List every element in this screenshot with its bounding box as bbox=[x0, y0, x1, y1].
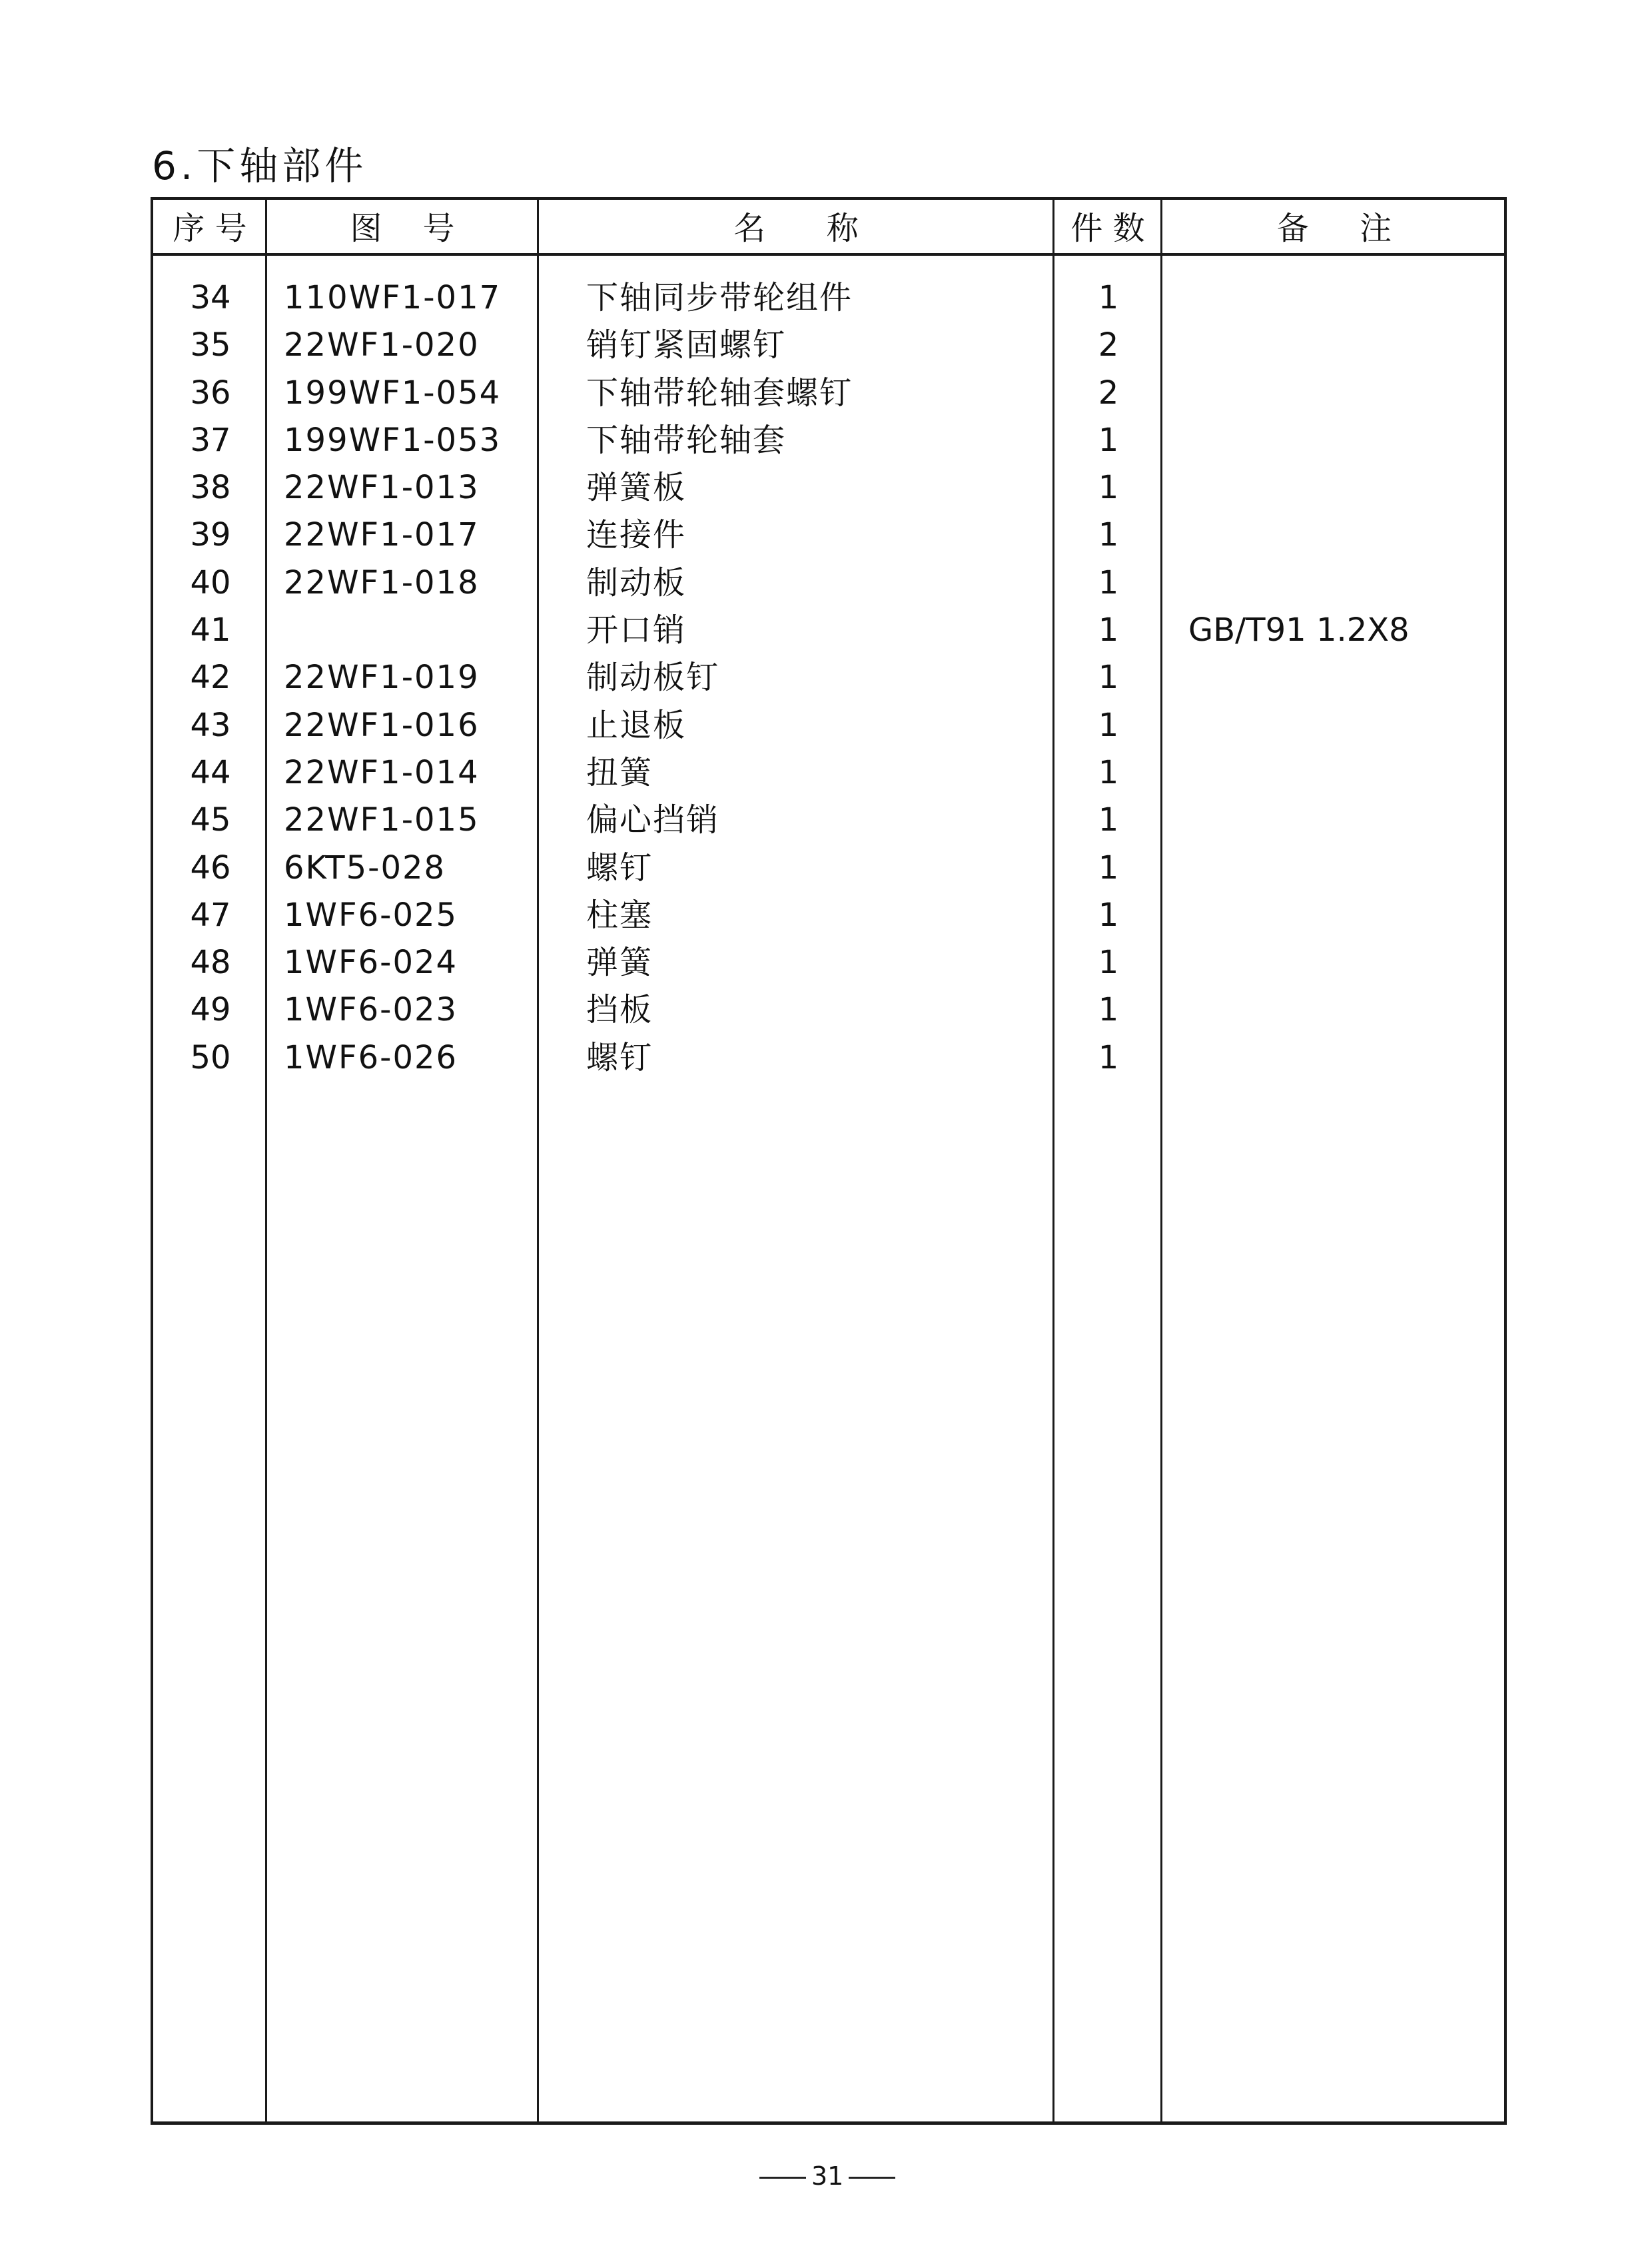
cell-quantity: 2 bbox=[1098, 326, 1119, 364]
cell-name: 螺钉 bbox=[586, 849, 653, 887]
cell-drawing-number: 22WF1-019 bbox=[284, 659, 480, 697]
cell-quantity: 1 bbox=[1098, 944, 1119, 982]
cell-quantity: 1 bbox=[1098, 896, 1119, 934]
cell-note bbox=[1188, 274, 1501, 322]
cell-drawing-number: 1WF6-025 bbox=[284, 896, 458, 934]
cell-note bbox=[1188, 939, 1501, 986]
cell-name: 开口销 bbox=[586, 611, 687, 649]
cell-seq: 40 bbox=[190, 563, 231, 601]
cell-note bbox=[1188, 417, 1501, 464]
cell-name: 制动板 bbox=[586, 563, 687, 601]
cell-note bbox=[1188, 464, 1501, 512]
cell-quantity: 1 bbox=[1098, 279, 1119, 316]
cell-name: 下轴带轮轴套 bbox=[586, 421, 787, 459]
header-note: 备 注 bbox=[1276, 210, 1392, 247]
page-number-footer bbox=[759, 2161, 893, 2191]
table-row bbox=[153, 512, 1504, 559]
cell-quantity: 1 bbox=[1098, 421, 1119, 459]
cell-quantity: 1 bbox=[1098, 611, 1119, 649]
cell-seq: 36 bbox=[190, 374, 231, 412]
page-number-dash bbox=[759, 2177, 806, 2179]
page-number-dash bbox=[849, 2177, 895, 2179]
cell-name: 下轴同步带轮组件 bbox=[586, 279, 853, 316]
cell-seq: 49 bbox=[190, 991, 231, 1029]
table-body bbox=[153, 274, 1504, 1082]
cell-note bbox=[1188, 892, 1501, 939]
cell-drawing-number: 110WF1-017 bbox=[284, 279, 502, 316]
cell-seq: 41 bbox=[190, 611, 231, 649]
cell-quantity: 1 bbox=[1098, 849, 1119, 887]
table-row bbox=[153, 607, 1504, 654]
cell-quantity: 1 bbox=[1098, 706, 1119, 744]
cell-name: 下轴带轮轴套螺钉 bbox=[586, 374, 853, 412]
parts-table bbox=[151, 197, 1507, 2125]
cell-note bbox=[1188, 749, 1501, 797]
cell-quantity: 1 bbox=[1098, 991, 1119, 1029]
cell-drawing-number: 1WF6-026 bbox=[284, 1038, 458, 1076]
cell-name: 螺钉 bbox=[586, 1038, 653, 1076]
cell-name: 挡板 bbox=[586, 991, 653, 1029]
table-row bbox=[153, 1034, 1504, 1082]
cell-quantity: 2 bbox=[1098, 374, 1119, 412]
cell-drawing-number: 22WF1-015 bbox=[284, 801, 480, 839]
section-title: 6.下轴部件 bbox=[152, 143, 368, 188]
header-divider bbox=[153, 253, 1504, 256]
cell-seq: 43 bbox=[190, 706, 231, 744]
table-row bbox=[153, 417, 1504, 464]
cell-seq: 42 bbox=[190, 659, 231, 697]
table-row bbox=[153, 464, 1504, 512]
cell-quantity: 1 bbox=[1098, 1038, 1119, 1076]
cell-seq: 47 bbox=[190, 896, 231, 934]
cell-name: 销钉紧固螺钉 bbox=[586, 326, 787, 364]
cell-seq: 38 bbox=[190, 469, 231, 507]
cell-note bbox=[1188, 370, 1501, 417]
cell-name: 弹簧 bbox=[586, 944, 653, 982]
cell-drawing-number: 22WF1-020 bbox=[284, 326, 480, 364]
table-row bbox=[153, 797, 1504, 844]
cell-quantity: 1 bbox=[1098, 801, 1119, 839]
header-drawing-number: 图 号 bbox=[350, 210, 455, 247]
cell-seq: 37 bbox=[190, 421, 231, 459]
cell-quantity: 1 bbox=[1098, 469, 1119, 507]
cell-quantity: 1 bbox=[1098, 516, 1119, 554]
cell-name: 制动板钉 bbox=[586, 659, 720, 697]
cell-drawing-number: 22WF1-016 bbox=[284, 706, 480, 744]
cell-note bbox=[1188, 560, 1501, 607]
table-row bbox=[153, 274, 1504, 322]
table-row bbox=[153, 749, 1504, 797]
header-name: 名 称 bbox=[733, 210, 859, 247]
cell-seq: 46 bbox=[190, 849, 231, 887]
cell-seq: 44 bbox=[190, 753, 231, 791]
cell-note bbox=[1188, 986, 1501, 1034]
header-seq: 序 号 bbox=[173, 210, 247, 247]
cell-note bbox=[1188, 512, 1501, 559]
cell-drawing-number: 22WF1-014 bbox=[284, 753, 480, 791]
table-row bbox=[153, 654, 1504, 701]
table-row bbox=[153, 560, 1504, 607]
cell-seq: 35 bbox=[190, 326, 231, 364]
table-row bbox=[153, 986, 1504, 1034]
table-row bbox=[153, 370, 1504, 417]
cell-note: GB/T91 1.2X8 bbox=[1188, 611, 1410, 649]
cell-note bbox=[1188, 702, 1501, 749]
cell-note bbox=[1188, 845, 1501, 892]
cell-seq: 39 bbox=[190, 516, 231, 554]
cell-name: 偏心挡销 bbox=[586, 801, 720, 839]
cell-quantity: 1 bbox=[1098, 563, 1119, 601]
cell-seq: 45 bbox=[190, 801, 231, 839]
cell-name: 扭簧 bbox=[586, 753, 653, 791]
cell-note bbox=[1188, 322, 1501, 369]
cell-note bbox=[1188, 1034, 1501, 1082]
table-row bbox=[153, 845, 1504, 892]
cell-drawing-number: 22WF1-017 bbox=[284, 516, 480, 554]
table-row bbox=[153, 702, 1504, 749]
cell-drawing-number: 22WF1-018 bbox=[284, 563, 480, 601]
cell-quantity: 1 bbox=[1098, 659, 1119, 697]
cell-seq: 48 bbox=[190, 944, 231, 982]
cell-drawing-number: 22WF1-013 bbox=[284, 469, 480, 507]
page-number: 31 bbox=[811, 2161, 844, 2191]
cell-note bbox=[1188, 797, 1501, 844]
cell-seq: 50 bbox=[190, 1038, 231, 1076]
table-row bbox=[153, 939, 1504, 986]
cell-note bbox=[1188, 654, 1501, 701]
cell-name: 止退板 bbox=[586, 706, 687, 744]
cell-drawing-number: 199WF1-054 bbox=[284, 374, 502, 412]
table-row bbox=[153, 322, 1504, 369]
header-quantity: 件 数 bbox=[1070, 210, 1145, 247]
cell-name: 弹簧板 bbox=[586, 469, 687, 507]
cell-drawing-number: 1WF6-024 bbox=[284, 944, 458, 982]
cell-name: 柱塞 bbox=[586, 896, 653, 934]
cell-drawing-number bbox=[284, 607, 537, 654]
cell-drawing-number: 1WF6-023 bbox=[284, 991, 458, 1029]
cell-drawing-number: 199WF1-053 bbox=[284, 421, 502, 459]
cell-seq: 34 bbox=[190, 279, 231, 316]
cell-quantity: 1 bbox=[1098, 753, 1119, 791]
cell-name: 连接件 bbox=[586, 516, 687, 554]
cell-drawing-number: 6KT5-028 bbox=[284, 849, 446, 887]
table-row bbox=[153, 892, 1504, 939]
